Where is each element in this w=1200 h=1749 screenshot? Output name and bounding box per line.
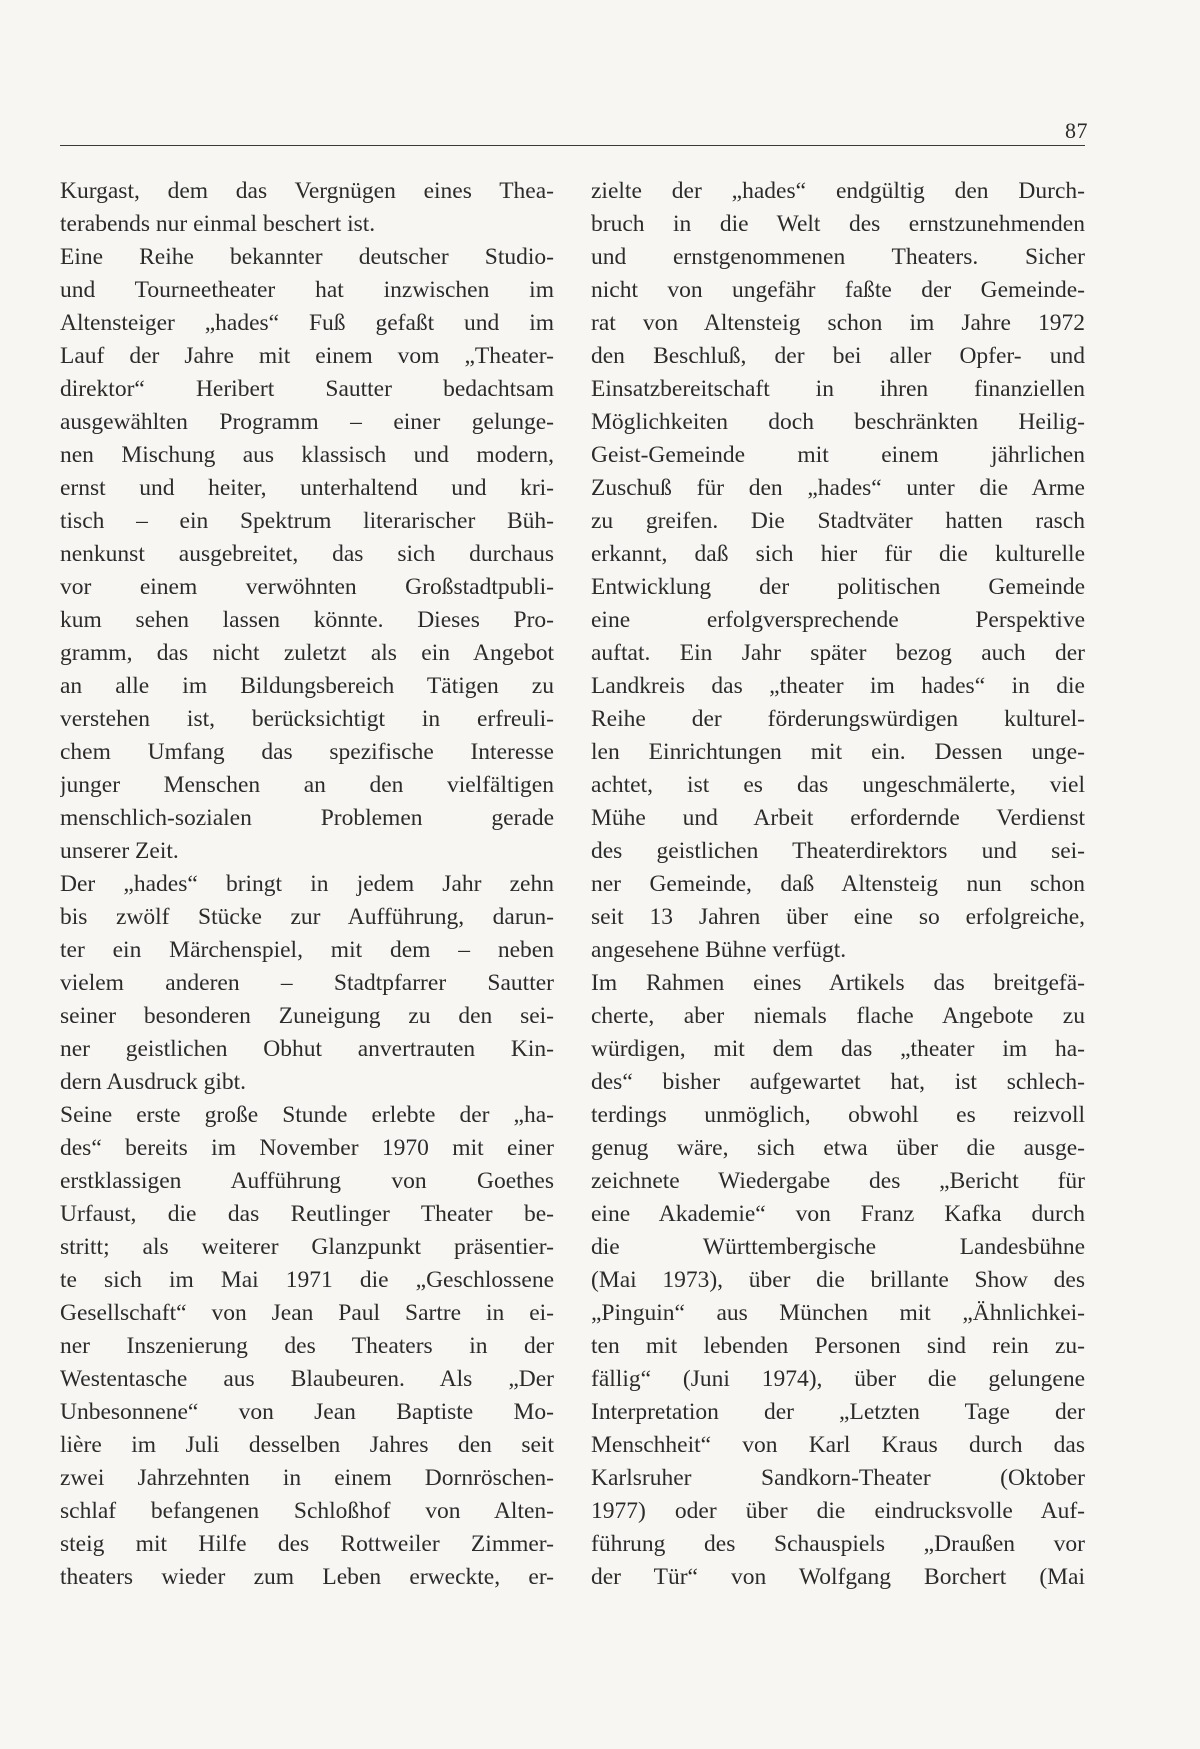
text-line: achtet, ist es das ungeschmälerte, viel <box>591 772 1085 798</box>
text-line: und ernstgenommenen Theaters. Sicher <box>591 244 1085 270</box>
text-line: rat von Altensteig schon im Jahre 1972 <box>591 310 1085 336</box>
right-column <box>591 175 1085 1594</box>
text-line: dern Ausdruck gibt. <box>60 1069 247 1095</box>
text-line: zielte der „hades“ endgültig den Durch- <box>591 178 1085 204</box>
text-line: lière im Juli desselben Jahres den seit <box>60 1432 554 1458</box>
text-line: vor einem verwöhnten Großstadtpubli- <box>60 574 554 600</box>
left-column <box>60 175 554 1594</box>
text-line: Urfaust, die das Reutlinger Theater be- <box>60 1201 554 1227</box>
text-line: des“ bisher aufgewartet hat, ist schlech- <box>591 1069 1085 1095</box>
text-line: den Beschluß, der bei aller Opfer- und <box>591 343 1085 369</box>
text-line: Seine erste große Stunde erlebte der „ha- <box>60 1102 554 1128</box>
text-line: Eine Reihe bekannter deutscher Studio- <box>60 244 554 270</box>
text-line: eine Akademie“ von Franz Kafka durch <box>591 1201 1085 1227</box>
text-line: tisch – ein Spektrum literarischer Büh- <box>60 508 554 534</box>
text-line: steig mit Hilfe des Rottweiler Zimmer- <box>60 1531 554 1557</box>
text-line: direktor“ Heribert Sautter bedachtsam <box>60 376 554 402</box>
text-line: vielem anderen – Stadtpfarrer Sautter <box>60 970 554 996</box>
text-line: nenkunst ausgebreitet, das sich durchaus <box>60 541 554 567</box>
text-line: Mühe und Arbeit erfordernde Verdienst <box>591 805 1085 831</box>
text-line: bis zwölf Stücke zur Aufführung, darun- <box>60 904 554 930</box>
header-rule <box>60 145 1085 146</box>
text-line: ernst und heiter, unterhaltend und kri- <box>60 475 554 501</box>
text-line: des“ bereits im November 1970 mit einer <box>60 1135 554 1161</box>
text-line: führung des Schauspiels „Draußen vor <box>591 1531 1085 1557</box>
text-line: nicht von ungefähr faßte der Gemeinde- <box>591 277 1085 303</box>
text-line: Lauf der Jahre mit einem vom „Theater- <box>60 343 554 369</box>
text-line: fällig“ (Juni 1974), über die gelungene <box>591 1366 1085 1392</box>
text-line: Westentasche aus Blaubeuren. Als „Der <box>60 1366 554 1392</box>
text-line: Reihe der förderungswürdigen kulturel- <box>591 706 1085 732</box>
text-line: terdings unmöglich, obwohl es reizvoll <box>591 1102 1085 1128</box>
text-line: Geist-Gemeinde mit einem jährlichen <box>591 442 1085 468</box>
text-line: te sich im Mai 1971 die „Geschlossene <box>60 1267 554 1293</box>
text-line: angesehene Bühne verfügt. <box>591 937 847 963</box>
text-line: erkannt, daß sich hier für die kulturelle <box>591 541 1085 567</box>
text-line: Landkreis das „theater im hades“ in die <box>591 673 1085 699</box>
text-line: der Tür“ von Wolfgang Borchert (Mai <box>591 1564 1085 1590</box>
text-line: ter ein Märchenspiel, mit dem – neben <box>60 937 554 963</box>
text-line: seit 13 Jahren über eine so erfolgreiche, <box>591 904 1085 930</box>
text-line: ner Gemeinde, daß Altensteig nun schon <box>591 871 1085 897</box>
text-line: ner Inszenierung des Theaters in der <box>60 1333 554 1359</box>
text-line: cherte, aber niemals flache Angebote zu <box>591 1003 1085 1029</box>
text-line: Karlsruher Sandkorn-Theater (Oktober <box>591 1465 1085 1491</box>
text-line: gramm, das nicht zuletzt als ein Angebot <box>60 640 554 666</box>
text-line: die Württembergische Landesbühne <box>591 1234 1085 1260</box>
text-line: verstehen ist, berücksichtigt in erfreuli- <box>60 706 554 732</box>
text-line: chem Umfang das spezifische Interesse <box>60 739 554 765</box>
text-line: Altensteiger „hades“ Fuß gefaßt und im <box>60 310 554 336</box>
text-line: unserer Zeit. <box>60 838 179 864</box>
text-line: bruch in die Welt des ernstzunehmenden <box>591 211 1085 237</box>
text-line: würdigen, mit dem das „theater im ha- <box>591 1036 1085 1062</box>
text-line: ten mit lebenden Personen sind rein zu- <box>591 1333 1085 1359</box>
text-line: Entwicklung der politischen Gemeinde <box>591 574 1085 600</box>
page-number: 87 <box>1065 118 1088 143</box>
text-line: kum sehen lassen könnte. Dieses Pro- <box>60 607 554 633</box>
text-line: stritt; als weiterer Glanzpunkt präsentier- <box>60 1234 554 1260</box>
text-line: Gesellschaft“ von Jean Paul Sartre in ei- <box>60 1300 554 1326</box>
text-line: 1977) oder über die eindrucksvolle Auf- <box>591 1498 1085 1524</box>
text-line: erstklassigen Aufführung von Goethes <box>60 1168 554 1194</box>
text-line: des geistlichen Theaterdirektors und sei- <box>591 838 1085 864</box>
text-line: junger Menschen an den vielfältigen <box>60 772 554 798</box>
text-line: zwei Jahrzehnten in einem Dornröschen- <box>60 1465 554 1491</box>
text-line: Unbesonnene“ von Jean Baptiste Mo- <box>60 1399 554 1425</box>
text-line: auftat. Ein Jahr später bezog auch der <box>591 640 1085 666</box>
text-line: terabends nur einmal beschert ist. <box>60 211 376 237</box>
text-line: eine erfolgversprechende Perspektive <box>591 607 1085 633</box>
text-line: zu greifen. Die Stadtväter hatten rasch <box>591 508 1085 534</box>
text-line: theaters wieder zum Leben erweckte, er- <box>60 1564 554 1590</box>
text-line: nen Mischung aus klassisch und modern, <box>60 442 554 468</box>
text-line: Menschheit“ von Karl Kraus durch das <box>591 1432 1085 1458</box>
text-line: Einsatzbereitschaft in ihren finanziellen <box>591 376 1085 402</box>
text-line: ner geistlichen Obhut anvertrauten Kin- <box>60 1036 554 1062</box>
text-line: Möglichkeiten doch beschränkten Heilig- <box>591 409 1085 435</box>
text-line: Im Rahmen eines Artikels das breitgefä- <box>591 970 1085 996</box>
text-line: Interpretation der „Letzten Tage der <box>591 1399 1085 1425</box>
text-line: „Pinguin“ aus München mit „Ähnlichkei- <box>591 1300 1085 1326</box>
text-line: zeichnete Wiedergabe des „Bericht für <box>591 1168 1085 1194</box>
text-line: seiner besonderen Zuneigung zu den sei- <box>60 1003 554 1029</box>
text-line: Der „hades“ bringt in jedem Jahr zehn <box>60 871 554 897</box>
text-line: an alle im Bildungsbereich Tätigen zu <box>60 673 554 699</box>
text-line: schlaf befangenen Schloßhof von Alten- <box>60 1498 554 1524</box>
text-line: ausgewählten Programm – einer gelunge- <box>60 409 554 435</box>
text-line: Kurgast, dem das Vergnügen eines Thea- <box>60 178 554 204</box>
text-line: und Tourneetheater hat inzwischen im <box>60 277 554 303</box>
text-line: menschlich-sozialen Problemen gerade <box>60 805 554 831</box>
text-line: genug wäre, sich etwa über die ausge- <box>591 1135 1085 1161</box>
text-line: len Einrichtungen mit ein. Dessen unge- <box>591 739 1085 765</box>
text-line: Zuschuß für den „hades“ unter die Arme <box>591 475 1085 501</box>
text-line: (Mai 1973), über die brillante Show des <box>591 1267 1085 1293</box>
